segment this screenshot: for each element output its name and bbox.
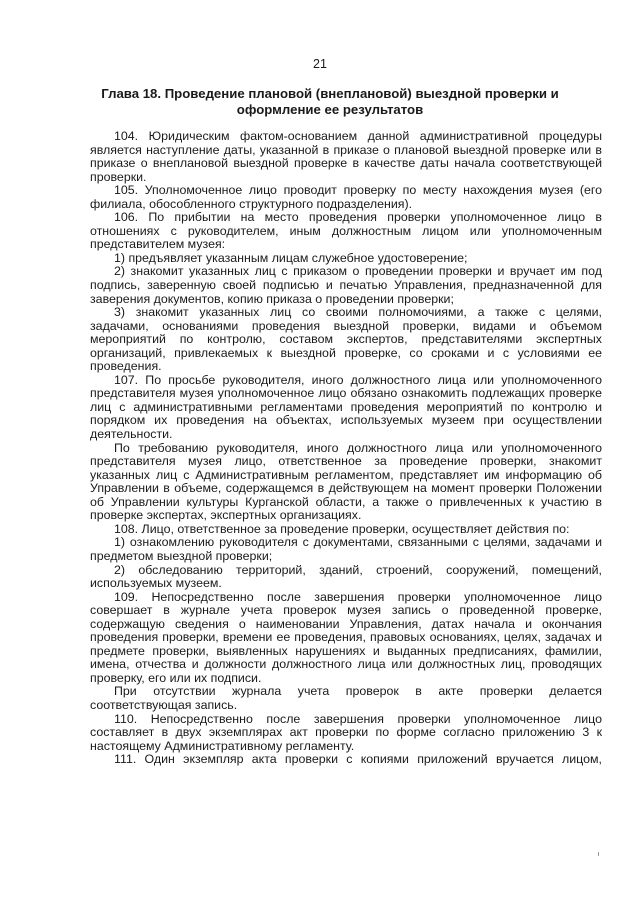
text-line: содержащую сведения о наименовании Управления, датах начала и окончания bbox=[90, 617, 602, 631]
text-line: филиала, обособленного структурного подразделения). bbox=[90, 197, 413, 211]
text-line: проверке экспертах, экспертных организациях. bbox=[90, 509, 362, 523]
text-line: имена, отчества и должности должностного лица или должностных лиц, проводящих bbox=[90, 658, 602, 672]
text-line: 2) знакомит указанных лиц с приказом о проведении проверки и вручает им под bbox=[114, 265, 602, 279]
text-line: используемых музеем. bbox=[90, 577, 222, 591]
text-line: деятельности. bbox=[90, 428, 173, 442]
text-line: предметом выездной проверки; bbox=[90, 549, 273, 563]
text-line: проверки. bbox=[90, 170, 147, 184]
text-line: 3) знакомит указанных лиц со своими полномочиями, а также с целями, bbox=[114, 306, 602, 320]
text-line: По требованию руководителя, иного должностного лица или уполномоченного bbox=[114, 441, 602, 455]
text-line: приказе о внеплановой выездной проверке в качестве даты начала соответствующей bbox=[90, 157, 602, 171]
text-line: отношениях с руководителем, иным должностным лицом или уполномоченным bbox=[90, 224, 602, 238]
text-line: проведения. bbox=[90, 360, 162, 374]
text-line: заверения документов, копию приказа о проведении проверки; bbox=[90, 292, 454, 306]
text-line: представителя музея уполномоченное лицо обязано ознакомить подлежащих проверке bbox=[90, 387, 602, 401]
text-line: 107. По просьбе руководителя, иного должностного лица или уполномоченного bbox=[114, 373, 602, 387]
text-line: 104. Юридическим фактом-основанием данной административной процедуры bbox=[114, 130, 602, 143]
text-line: указанных лиц с Административным регламентом, представляет им информацию об bbox=[90, 468, 602, 482]
text-line: 108. Лицо, ответственное за проведение проверки, осуществляет действия по: bbox=[114, 522, 570, 536]
text-line: 1) предъявляет указанным лицам служебное удостоверение; bbox=[114, 251, 468, 265]
text-line: 1) ознакомлению руководителя с документами, связанными с целями, задачами и bbox=[114, 536, 602, 550]
text-line: При отсутствии журнала учета проверок в акте проверки делается bbox=[114, 685, 602, 699]
text-line: об Управлении культуры Курганской области, а также о привлеченных к участию в bbox=[90, 495, 602, 509]
text-line: является наступление даты, указанной в приказе о плановой выездной проверке или в bbox=[90, 143, 602, 157]
text-line: задачами, основаниями проведения выездной проверки, видами и объемом bbox=[90, 319, 602, 333]
text-line: 109. Непосредственно после завершения проверки уполномоченное лицо bbox=[114, 590, 602, 604]
chapter-title-line-2: оформление ее результатов bbox=[236, 102, 424, 117]
text-line: мероприятий по контролю, составом экспертов, представителями экспертных bbox=[90, 333, 602, 347]
text-line: Управлении в объеме, содержащемся в действующем на момент проверки Положении bbox=[90, 482, 602, 496]
text-line: представителем музея: bbox=[90, 238, 226, 252]
text-line: порядком их проведения на объектах, используемых музеем при осуществлении bbox=[90, 414, 602, 428]
text-line: 2) обследованию территорий, зданий, строений, сооружений, помещений, bbox=[114, 563, 602, 577]
text-line: подпись, заверенную своей подписью и печатью Управления, предназначенной для bbox=[90, 279, 602, 293]
text-line: настоящему Административному регламенту. bbox=[90, 739, 355, 753]
text-line: 111. Один экземпляр акта проверки с копиями приложений вручается лицом, bbox=[114, 753, 602, 767]
chapter-title bbox=[60, 86, 600, 118]
text-line: проверку, его или их подписи. bbox=[90, 671, 262, 685]
text-line: 105. Уполномоченное лицо проводит проверку по месту нахождения музея (его bbox=[114, 184, 602, 198]
text-line: соответствующая запись. bbox=[90, 698, 238, 712]
text-line: представителя музея лицо, ответственное за проведение проверки, знакомит bbox=[90, 455, 602, 469]
text-line: 106. По прибытии на место проведения проверки уполномоченное лицо в bbox=[114, 211, 602, 225]
margin-mark bbox=[598, 852, 599, 856]
text-line: совершает в журнале учета проверок музея запись о проведенной проверке, bbox=[90, 604, 602, 618]
text-line: 110. Непосредственно после завершения проверки уполномоченное лицо bbox=[114, 712, 602, 726]
text-line: лиц с административными регламентами проведения мероприятий по контролю и bbox=[90, 400, 602, 414]
text-line: организаций, привлекаемых к выездной проверке, со сроками и с условиями ее bbox=[90, 346, 602, 360]
chapter-title-line-1: Глава 18. Проведение плановой (внеплановой) выездной проверки и bbox=[101, 86, 559, 101]
text-line: проведения проверки, времени ее проведения, правовых основаниях, целях, задачах и bbox=[90, 631, 602, 645]
text-line: составляет в двух экземплярах акт проверки по форме согласно приложению 3 к bbox=[90, 726, 602, 740]
page-number: 21 bbox=[313, 57, 327, 71]
body-text bbox=[90, 130, 602, 767]
text-line: предмете проверки, выявленных нарушениях и выданных предписаниях, фамилии, bbox=[90, 644, 602, 658]
